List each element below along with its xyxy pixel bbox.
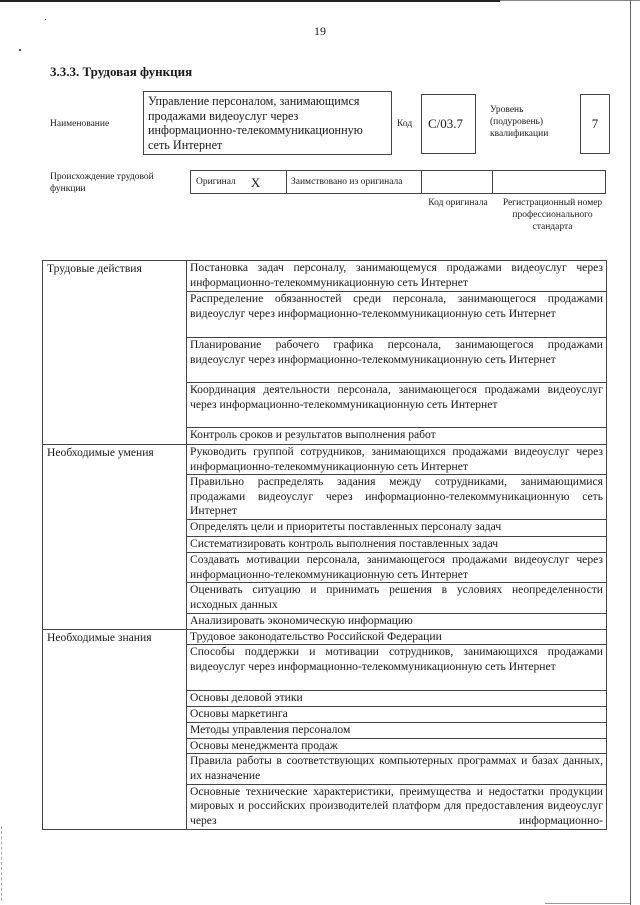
scan-speck — [45, 19, 46, 20]
scan-edge-right — [630, 0, 631, 905]
table-cell: Координация деятельности персонала, занимающегося продажами видеоуслуг через информационно-телекоммуникационную сеть Интернет — [187, 383, 607, 428]
table-cell: Определять цели и приоритеты поставленных персоналу задач — [187, 520, 607, 537]
section-title: 3.3.3. Трудовая функция — [50, 64, 193, 79]
code-box: C/03.7 — [421, 94, 476, 154]
table-cell: Планирование рабочего графика персонала, занимающегося продажами видеоуслуг через информационно-телекоммуникационную сеть Интернет — [187, 338, 607, 383]
function-name-box: Управление персоналом, занимающимся продажами видеоуслуг через информационно-телекоммуникационную сеть Интернет — [143, 91, 392, 155]
page-number: 19 — [314, 24, 326, 38]
table-cell: Создавать мотивации персонала, занимающегося продажами видеоуслуг через информационно-телекоммуникационную сеть Интернет — [187, 553, 607, 583]
reg-number-caption: Регистрационный номер профессионального стандарта — [502, 198, 603, 232]
table-cell: Систематизировать контроль выполнения поставленных задач — [187, 537, 607, 553]
reg-number-cell — [493, 171, 605, 193]
table-cell: Способы поддержки и мотивации сотрудников, занимающихся продажами видеоуслуг через информационно-телекоммуникационную сеть Интернет — [187, 645, 607, 691]
scan-edge-bottom — [545, 903, 630, 904]
table-cell: Правила работы в соответствующих компьютерных программах и базах данных, их назначение — [187, 754, 607, 784]
origin-label: Происхождение трудовой функции — [50, 172, 154, 194]
table-cell: Трудовое законодательство Российской Федерации — [187, 629, 607, 645]
name-label: Наименование — [50, 119, 110, 129]
code-original-caption: Код оригинала — [428, 198, 488, 208]
table-row — [43, 261, 607, 292]
scan-edge-left — [1, 826, 3, 901]
level-box: 7 — [580, 94, 610, 154]
table-cell: Оценивать ситуацию и принимать решения в условиях неопределенности исходных данных — [187, 583, 607, 613]
original-label: Оригинал — [196, 176, 236, 187]
category-required-skills: Необходимые умения — [43, 445, 187, 630]
table-cell: Распределение обязанностей среди персонала, занимающегося продажами видеоуслуг через информационно-телекоммуникационную сеть Интернет — [187, 292, 607, 338]
original-mark: X — [250, 174, 261, 190]
table-row — [43, 629, 607, 645]
code-original-cell — [422, 171, 493, 193]
table-cell: Основы маркетинга — [187, 707, 607, 723]
origin-original-cell — [191, 171, 287, 193]
table-cell: Правильно распределять задания между сотрудниками, занимающимися продажами видеоуслуг через информационно-телекоммуникационную сеть Интернет — [187, 475, 607, 520]
table-row — [43, 445, 607, 475]
scan-speck — [19, 49, 21, 51]
origin-row — [190, 170, 606, 194]
origin-borrowed-cell: Заимствовано из оригинала — [287, 171, 422, 193]
table-cell: Основы деловой этики — [187, 691, 607, 707]
function-details-table — [42, 260, 607, 830]
level-label: Уровень (подуровень) квалификации — [490, 105, 549, 139]
table-cell: Методы управления персоналом — [187, 722, 607, 738]
scan-edge-top-dark — [0, 0, 500, 2]
table-cell: Анализировать экономическую информацию — [187, 613, 607, 629]
table-cell: Основы менеджмента продаж — [187, 738, 607, 754]
category-required-knowledge: Необходимые знания — [43, 629, 187, 829]
table-cell: Руководить группой сотрудников, занимающихся продажами видеоуслуг через информационно-телекоммуникационную сеть Интернет — [187, 445, 607, 475]
code-label: Код — [397, 119, 413, 129]
table-cell: Постановка задач персоналу, занимающемуся продажами видеоуслуг через информационно-телекоммуникационную сеть Интернет — [187, 261, 607, 292]
table-cell: Контроль сроков и результатов выполнения работ — [187, 428, 607, 445]
table-cell: Основные технические характеристики, преимущества и недостатки продукции мировых и российских производителей платформ для предоставления видеоуслуг через информационно- — [187, 784, 607, 829]
category-labor-actions: Трудовые действия — [43, 261, 187, 445]
